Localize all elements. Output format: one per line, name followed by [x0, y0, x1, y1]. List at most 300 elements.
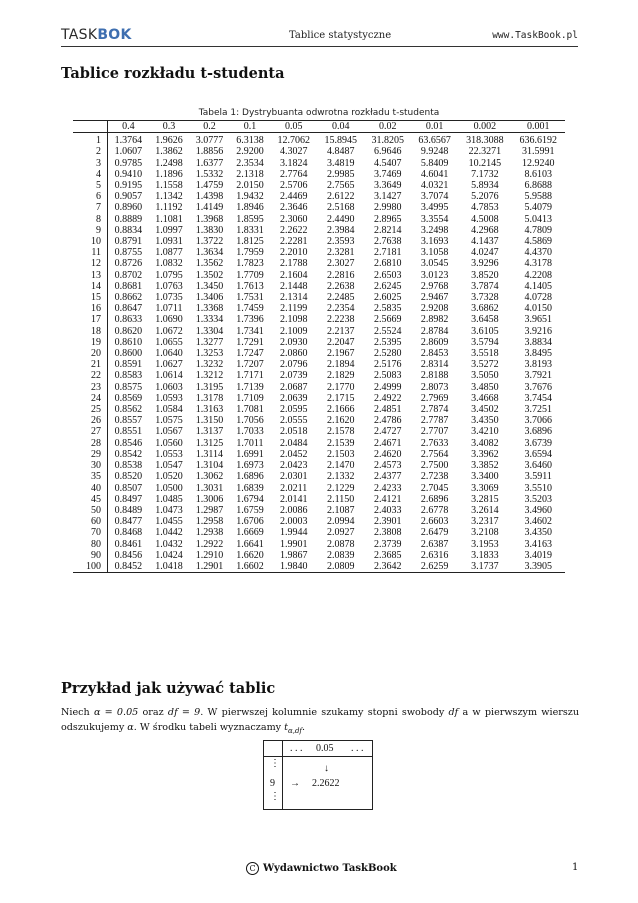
column-header: 0.4 [108, 121, 149, 133]
value-cell: 2.3901 [373, 516, 402, 528]
value-cell: 3.2317 [471, 516, 499, 528]
value-cell: 2.1098 [280, 314, 308, 326]
example-vdots-top: ⋮ [270, 758, 280, 769]
value-cell: 1.0931 [155, 236, 183, 248]
value-cell: 5.9588 [524, 191, 553, 203]
value-cell: 3.3554 [420, 213, 449, 225]
value-cell: 1.0690 [155, 314, 183, 326]
value-cell: 2.6387 [420, 538, 449, 550]
value-cell: 1.6602 [230, 561, 271, 573]
value-cell: 2.3685 [373, 549, 402, 561]
value-cell: 12.7062 [277, 135, 310, 147]
value-cell: 1.3450 [195, 280, 224, 292]
value-cell: 1.3178 [195, 392, 224, 404]
value-cell: 0.8726 [114, 258, 143, 270]
table-row [73, 415, 565, 426]
value-cell: 3.7469 [373, 168, 402, 180]
value-cell: 1.3968 [195, 213, 224, 225]
value-cell: 2.9985 [326, 168, 355, 180]
df-cell: 12 [73, 258, 108, 269]
value-cell: 2.7969 [420, 392, 449, 404]
value-cell: 2.2485 [326, 292, 355, 304]
value-cell: 2.5524 [373, 325, 402, 337]
df-cell: 6 [73, 191, 108, 202]
value-cell: 2.2816 [326, 269, 355, 281]
value-cell: 4.7809 [524, 224, 553, 236]
table-row [73, 359, 565, 370]
value-cell: 1.9626 [155, 135, 183, 147]
column-header: 0.01 [411, 121, 458, 133]
df-symbol: df [448, 707, 459, 718]
value-cell: 2.4377 [373, 471, 402, 483]
value-cell: 2.8314 [420, 359, 449, 371]
value-cell: 3.3905 [512, 561, 565, 573]
value-cell: 0.8755 [114, 247, 143, 259]
value-cell: 3.6105 [471, 325, 499, 337]
value-cell: 1.1081 [155, 213, 183, 225]
table-row [73, 158, 565, 169]
taskbook-logo[interactable] [61, 27, 132, 43]
value-cell: 4.2968 [471, 224, 499, 236]
example-head-value: 0.05 [316, 743, 334, 754]
value-cell: 3.4995 [420, 202, 449, 214]
value-cell: 3.1833 [471, 549, 499, 561]
value-cell: 2.8965 [373, 213, 402, 225]
value-cell: 4.5407 [373, 157, 402, 169]
df-cell: 60 [73, 516, 108, 527]
value-cell: 1.3502 [195, 269, 224, 281]
value-cell: 3.8834 [524, 336, 553, 348]
copyright-icon: C [246, 862, 259, 875]
value-cell: 1.2910 [195, 549, 224, 561]
value-cell: 3.0123 [420, 269, 449, 281]
value-cell: 1.6991 [236, 448, 264, 460]
value-cell: 3.4082 [471, 437, 499, 449]
df-cell: 70 [73, 527, 108, 538]
value-cell: 3.2498 [420, 224, 449, 236]
value-cell: 1.2922 [195, 538, 224, 550]
value-cell: 1.4398 [195, 191, 224, 203]
value-cell: 4.0321 [420, 180, 449, 192]
value-cell: 1.0877 [155, 247, 183, 259]
df-cell: 40 [73, 483, 108, 494]
value-cell: 1.7139 [236, 381, 264, 393]
value-cell: 4.6041 [420, 168, 449, 180]
table-row [73, 550, 565, 561]
value-cell: 0.8569 [114, 392, 143, 404]
value-cell: 1.3830 [195, 224, 224, 236]
value-cell: 0.8889 [114, 213, 143, 225]
value-cell: 0.8551 [114, 426, 143, 438]
value-cell: 1.0547 [155, 460, 183, 472]
value-cell: 3.7921 [524, 370, 553, 382]
df-cell: 27 [73, 426, 108, 437]
table-row [73, 281, 565, 292]
value-cell: 2.6316 [420, 549, 449, 561]
value-cell: 0.8507 [114, 482, 143, 494]
value-cell: 1.6377 [195, 157, 224, 169]
value-cell: 5.8934 [471, 180, 499, 192]
table-row [73, 426, 565, 437]
value-cell: 2.0595 [280, 404, 308, 416]
example-result-value: 2.2622 [312, 778, 340, 789]
value-cell: 1.8125 [236, 236, 264, 248]
value-cell: 3.5050 [471, 370, 499, 382]
value-cell: 1.0832 [155, 258, 183, 270]
value-cell: 1.3764 [114, 135, 143, 147]
value-cell: 1.8595 [236, 213, 264, 225]
value-cell: 2.1087 [326, 504, 355, 516]
value-cell: 2.7564 [420, 448, 449, 460]
df-cell: 25 [73, 404, 108, 415]
df-cell: 2 [73, 146, 108, 157]
value-cell: 2.1470 [326, 460, 355, 472]
example-paragraph [61, 705, 579, 739]
section-title-tables: Tablice rozkładu t-studenta [61, 65, 285, 82]
value-cell: 2.0860 [280, 348, 308, 360]
value-cell: 1.3163 [195, 404, 224, 416]
value-cell: 2.9208 [420, 303, 449, 315]
value-cell: 1.0607 [114, 146, 143, 158]
value-cell: 1.0442 [155, 527, 183, 539]
example-row-df: 9 [270, 778, 275, 789]
value-cell: 0.8542 [114, 448, 143, 460]
value-cell: 2.3808 [373, 527, 402, 539]
value-cell: 1.7531 [236, 292, 264, 304]
value-cell: 2.2010 [280, 247, 308, 259]
table-row [73, 247, 565, 258]
value-cell: 1.0672 [155, 325, 183, 337]
value-cell: 2.7638 [373, 236, 402, 248]
table-row [73, 270, 565, 281]
df-cell: 22 [73, 370, 108, 381]
value-cell: 2.9768 [420, 280, 449, 292]
value-cell: 1.0553 [155, 448, 183, 460]
table-row [73, 460, 565, 471]
table-header-row [73, 121, 565, 133]
value-cell: 4.3178 [524, 258, 553, 270]
value-cell: 2.1620 [326, 415, 355, 427]
value-cell: 3.2815 [471, 493, 499, 505]
value-cell: 1.7207 [236, 359, 264, 371]
value-cell: 1.7459 [236, 303, 264, 315]
value-cell: 3.2108 [471, 527, 499, 539]
value-cell: 31.8205 [371, 135, 404, 147]
value-cell: 2.0211 [280, 482, 308, 494]
value-cell: 1.0432 [155, 538, 183, 550]
value-cell: 1.3277 [195, 336, 224, 348]
value-cell: 2.0927 [326, 527, 355, 539]
value-cell: 2.2047 [326, 336, 355, 348]
table-row [73, 370, 565, 381]
df-cell: 28 [73, 438, 108, 449]
value-cell: 1.1558 [155, 180, 183, 192]
value-cell: 0.9195 [114, 180, 143, 192]
value-cell: 2.6503 [373, 269, 402, 281]
value-cell: 3.4850 [471, 381, 499, 393]
value-cell: 2.0484 [280, 437, 308, 449]
para-text-4: a w pierwszym wierszu odszukujemy [61, 707, 579, 733]
value-cell: 2.8453 [420, 348, 449, 360]
value-cell: 2.6259 [411, 561, 458, 573]
value-cell: 2.0687 [280, 381, 308, 393]
value-cell: 1.0640 [155, 348, 183, 360]
value-cell: 2.3593 [326, 236, 355, 248]
value-cell: 0.8497 [114, 493, 143, 505]
example-head-dots-left: . . . [290, 743, 303, 754]
example-vdots-bottom: ⋮ [270, 791, 280, 802]
table-row [73, 191, 565, 202]
page-header [61, 27, 578, 45]
arrow-right-icon: → [290, 778, 300, 789]
value-cell: 2.1229 [326, 482, 355, 494]
table-body [73, 133, 565, 573]
value-cell: 1.2958 [195, 516, 224, 528]
value-cell: 3.6458 [471, 314, 499, 326]
value-cell: 2.1199 [280, 303, 308, 315]
para-text-3: . W pierwszej kolumnie szukamy stopni swobody [200, 707, 449, 718]
value-cell: 3.6862 [471, 303, 499, 315]
value-cell: 2.5083 [373, 370, 402, 382]
value-cell: 2.1894 [326, 359, 355, 371]
value-cell: 1.4149 [195, 202, 224, 214]
value-cell: 1.5332 [195, 168, 224, 180]
value-cell: 2.1788 [280, 258, 308, 270]
value-cell: 2.1770 [326, 381, 355, 393]
df-cell: 80 [73, 539, 108, 550]
value-cell: 1.0575 [155, 415, 183, 427]
value-cell: 1.0485 [155, 493, 183, 505]
value-cell: 2.1503 [326, 448, 355, 460]
value-cell: 1.3006 [195, 493, 224, 505]
df-cell: 16 [73, 303, 108, 314]
value-cell: 1.3722 [195, 236, 224, 248]
value-cell: 2.4786 [373, 415, 402, 427]
value-cell: 2.8982 [420, 314, 449, 326]
value-cell: 3.8520 [471, 269, 499, 281]
value-cell: 31.5991 [522, 146, 555, 158]
column-header: 0.3 [149, 121, 190, 133]
value-cell: 1.0500 [155, 482, 183, 494]
value-cell: 3.3649 [373, 180, 402, 192]
value-cell: 318.3088 [466, 135, 504, 147]
value-cell: 2.1332 [326, 471, 355, 483]
value-cell: 1.7709 [236, 269, 264, 281]
value-cell: 3.3962 [471, 448, 499, 460]
value-cell: 1.7291 [236, 336, 264, 348]
t-symbol: t [284, 722, 288, 733]
value-cell: 1.1192 [155, 202, 183, 214]
example-lookup-table [263, 740, 373, 810]
value-cell: 2.5669 [373, 314, 402, 326]
value-cell: 2.8188 [420, 370, 449, 382]
value-cell: 0.8791 [114, 236, 143, 248]
value-cell: 3.1427 [373, 191, 402, 203]
value-cell: 2.3984 [326, 224, 355, 236]
value-cell: 1.7247 [236, 348, 264, 360]
value-cell: 2.3646 [280, 202, 308, 214]
value-cell: 4.0247 [471, 247, 499, 259]
value-cell: 3.1953 [471, 538, 499, 550]
value-cell: 1.0418 [149, 561, 190, 573]
value-cell: 1.3114 [195, 448, 224, 460]
value-cell: 0.8575 [114, 381, 143, 393]
table-row [73, 225, 565, 236]
value-cell: 3.8495 [524, 348, 553, 360]
value-cell: 3.4019 [524, 549, 553, 561]
value-cell: 2.8609 [420, 336, 449, 348]
value-cell: 1.3406 [195, 292, 224, 304]
value-cell: 0.8633 [114, 314, 143, 326]
t-subscript: α,df [288, 726, 303, 735]
df-cell: 15 [73, 292, 108, 303]
value-cell: 1.0584 [155, 404, 183, 416]
table-row [73, 135, 565, 146]
value-cell: 3.7251 [524, 404, 553, 416]
value-cell: 3.4210 [471, 426, 499, 438]
value-cell: 2.7707 [420, 426, 449, 438]
value-cell: 2.5395 [373, 336, 402, 348]
table-row [73, 348, 565, 359]
value-cell: 1.3562 [195, 258, 224, 270]
value-cell: 1.3304 [195, 325, 224, 337]
value-cell: 2.7565 [326, 180, 355, 192]
value-cell: 1.3634 [195, 247, 224, 259]
value-cell: 1.3031 [195, 482, 224, 494]
df-cell: 8 [73, 214, 108, 225]
value-cell: 1.0473 [155, 504, 183, 516]
value-cell: 1.8331 [236, 224, 264, 236]
value-cell: 1.8946 [236, 202, 264, 214]
column-header: 0.05 [270, 121, 317, 133]
value-cell: 2.7045 [420, 482, 449, 494]
value-cell: 0.8468 [114, 527, 143, 539]
value-cell: 2.6603 [420, 516, 449, 528]
value-cell: 2.3281 [326, 247, 355, 259]
value-cell: 2.1666 [326, 404, 355, 416]
value-cell: 3.4819 [326, 157, 355, 169]
table-row [73, 214, 565, 225]
df-cell: 18 [73, 326, 108, 337]
value-cell: 3.7676 [524, 381, 553, 393]
value-cell: 2.6810 [373, 258, 402, 270]
value-cell: 1.6896 [236, 471, 264, 483]
value-cell: 3.4163 [524, 538, 553, 550]
value-cell: 3.7328 [471, 292, 499, 304]
df-cell: 30 [73, 460, 108, 471]
value-cell: 3.6460 [524, 460, 553, 472]
value-cell: 2.2281 [280, 236, 308, 248]
value-cell: 1.2987 [195, 504, 224, 516]
table-row [73, 471, 565, 482]
value-cell: 3.7074 [420, 191, 449, 203]
value-cell: 3.1058 [420, 247, 449, 259]
df-cell: 7 [73, 202, 108, 213]
value-cell: 1.3062 [195, 471, 224, 483]
value-cell: 2.3739 [373, 538, 402, 550]
value-cell: 2.8214 [373, 224, 402, 236]
header-url-link[interactable]: www.TaskBook.pl [492, 30, 578, 41]
value-cell: 1.7613 [236, 280, 264, 292]
value-cell: 1.6706 [236, 516, 264, 528]
value-cell: 1.7109 [236, 392, 264, 404]
value-cell: 3.3852 [471, 460, 499, 472]
value-cell: 3.3400 [471, 471, 499, 483]
header-title: Tablice statystyczne [289, 30, 392, 41]
value-cell: 2.2137 [326, 325, 355, 337]
df-cell: 11 [73, 247, 108, 258]
value-cell: 1.0455 [155, 516, 183, 528]
value-cell: 1.0735 [155, 292, 183, 304]
value-cell: 1.6839 [236, 482, 264, 494]
value-cell: 1.7823 [236, 258, 264, 270]
value-cell: 1.3137 [195, 426, 224, 438]
value-cell: 3.2614 [471, 504, 499, 516]
value-cell: 1.3104 [195, 460, 224, 472]
table-row [73, 516, 565, 527]
logo-text-b: B [97, 27, 109, 43]
value-cell: 4.1405 [524, 280, 553, 292]
value-cell: 0.8546 [114, 437, 143, 449]
para-text-1: Niech [61, 707, 94, 718]
df-cell: 50 [73, 505, 108, 516]
value-cell: 3.6896 [524, 426, 553, 438]
table-row [73, 303, 565, 314]
value-cell: 2.3534 [236, 157, 264, 169]
footer-publisher-name: Wydawnictwo TaskBook [263, 863, 397, 874]
value-cell: 2.8784 [420, 325, 449, 337]
value-cell: 6.8688 [524, 180, 553, 192]
value-cell: 2.3060 [280, 213, 308, 225]
value-cell: 2.1604 [280, 269, 308, 281]
value-cell: 1.4759 [195, 180, 224, 192]
value-cell: 4.8487 [326, 146, 355, 158]
value-cell: 0.8600 [114, 348, 143, 360]
table-row [73, 404, 565, 415]
value-cell: 2.0878 [326, 538, 355, 550]
value-cell: 5.2076 [471, 191, 499, 203]
value-cell: 2.4671 [373, 437, 402, 449]
value-cell: 3.4350 [524, 527, 553, 539]
value-cell: 1.0711 [155, 303, 183, 315]
value-cell: 3.9216 [524, 325, 553, 337]
value-cell: 1.6641 [236, 538, 264, 550]
value-cell: 2.1967 [326, 348, 355, 360]
table-row [73, 180, 565, 191]
value-cell: 2.8073 [420, 381, 449, 393]
value-cell: 2.5176 [373, 359, 402, 371]
value-cell: 0.9057 [114, 191, 143, 203]
value-cell: 3.5510 [524, 482, 553, 494]
value-cell: 2.2238 [326, 314, 355, 326]
table-row [73, 527, 565, 538]
value-cell: 0.8520 [114, 471, 143, 483]
df-equation: df = 9 [167, 707, 201, 718]
column-header: 0.1 [230, 121, 271, 133]
value-cell: 2.7764 [280, 168, 308, 180]
value-cell: 4.0728 [524, 292, 553, 304]
value-cell: 4.5008 [471, 213, 499, 225]
df-cell: 13 [73, 270, 108, 281]
value-cell: 2.2354 [326, 303, 355, 315]
value-cell: 2.4620 [373, 448, 402, 460]
arrow-down-icon: ↓ [324, 763, 329, 774]
df-cell: 29 [73, 449, 108, 460]
table-row [73, 382, 565, 393]
value-cell: 15.8945 [324, 135, 357, 147]
value-cell: 3.1737 [458, 561, 511, 573]
example-head-dots-right: . . . [351, 743, 364, 754]
